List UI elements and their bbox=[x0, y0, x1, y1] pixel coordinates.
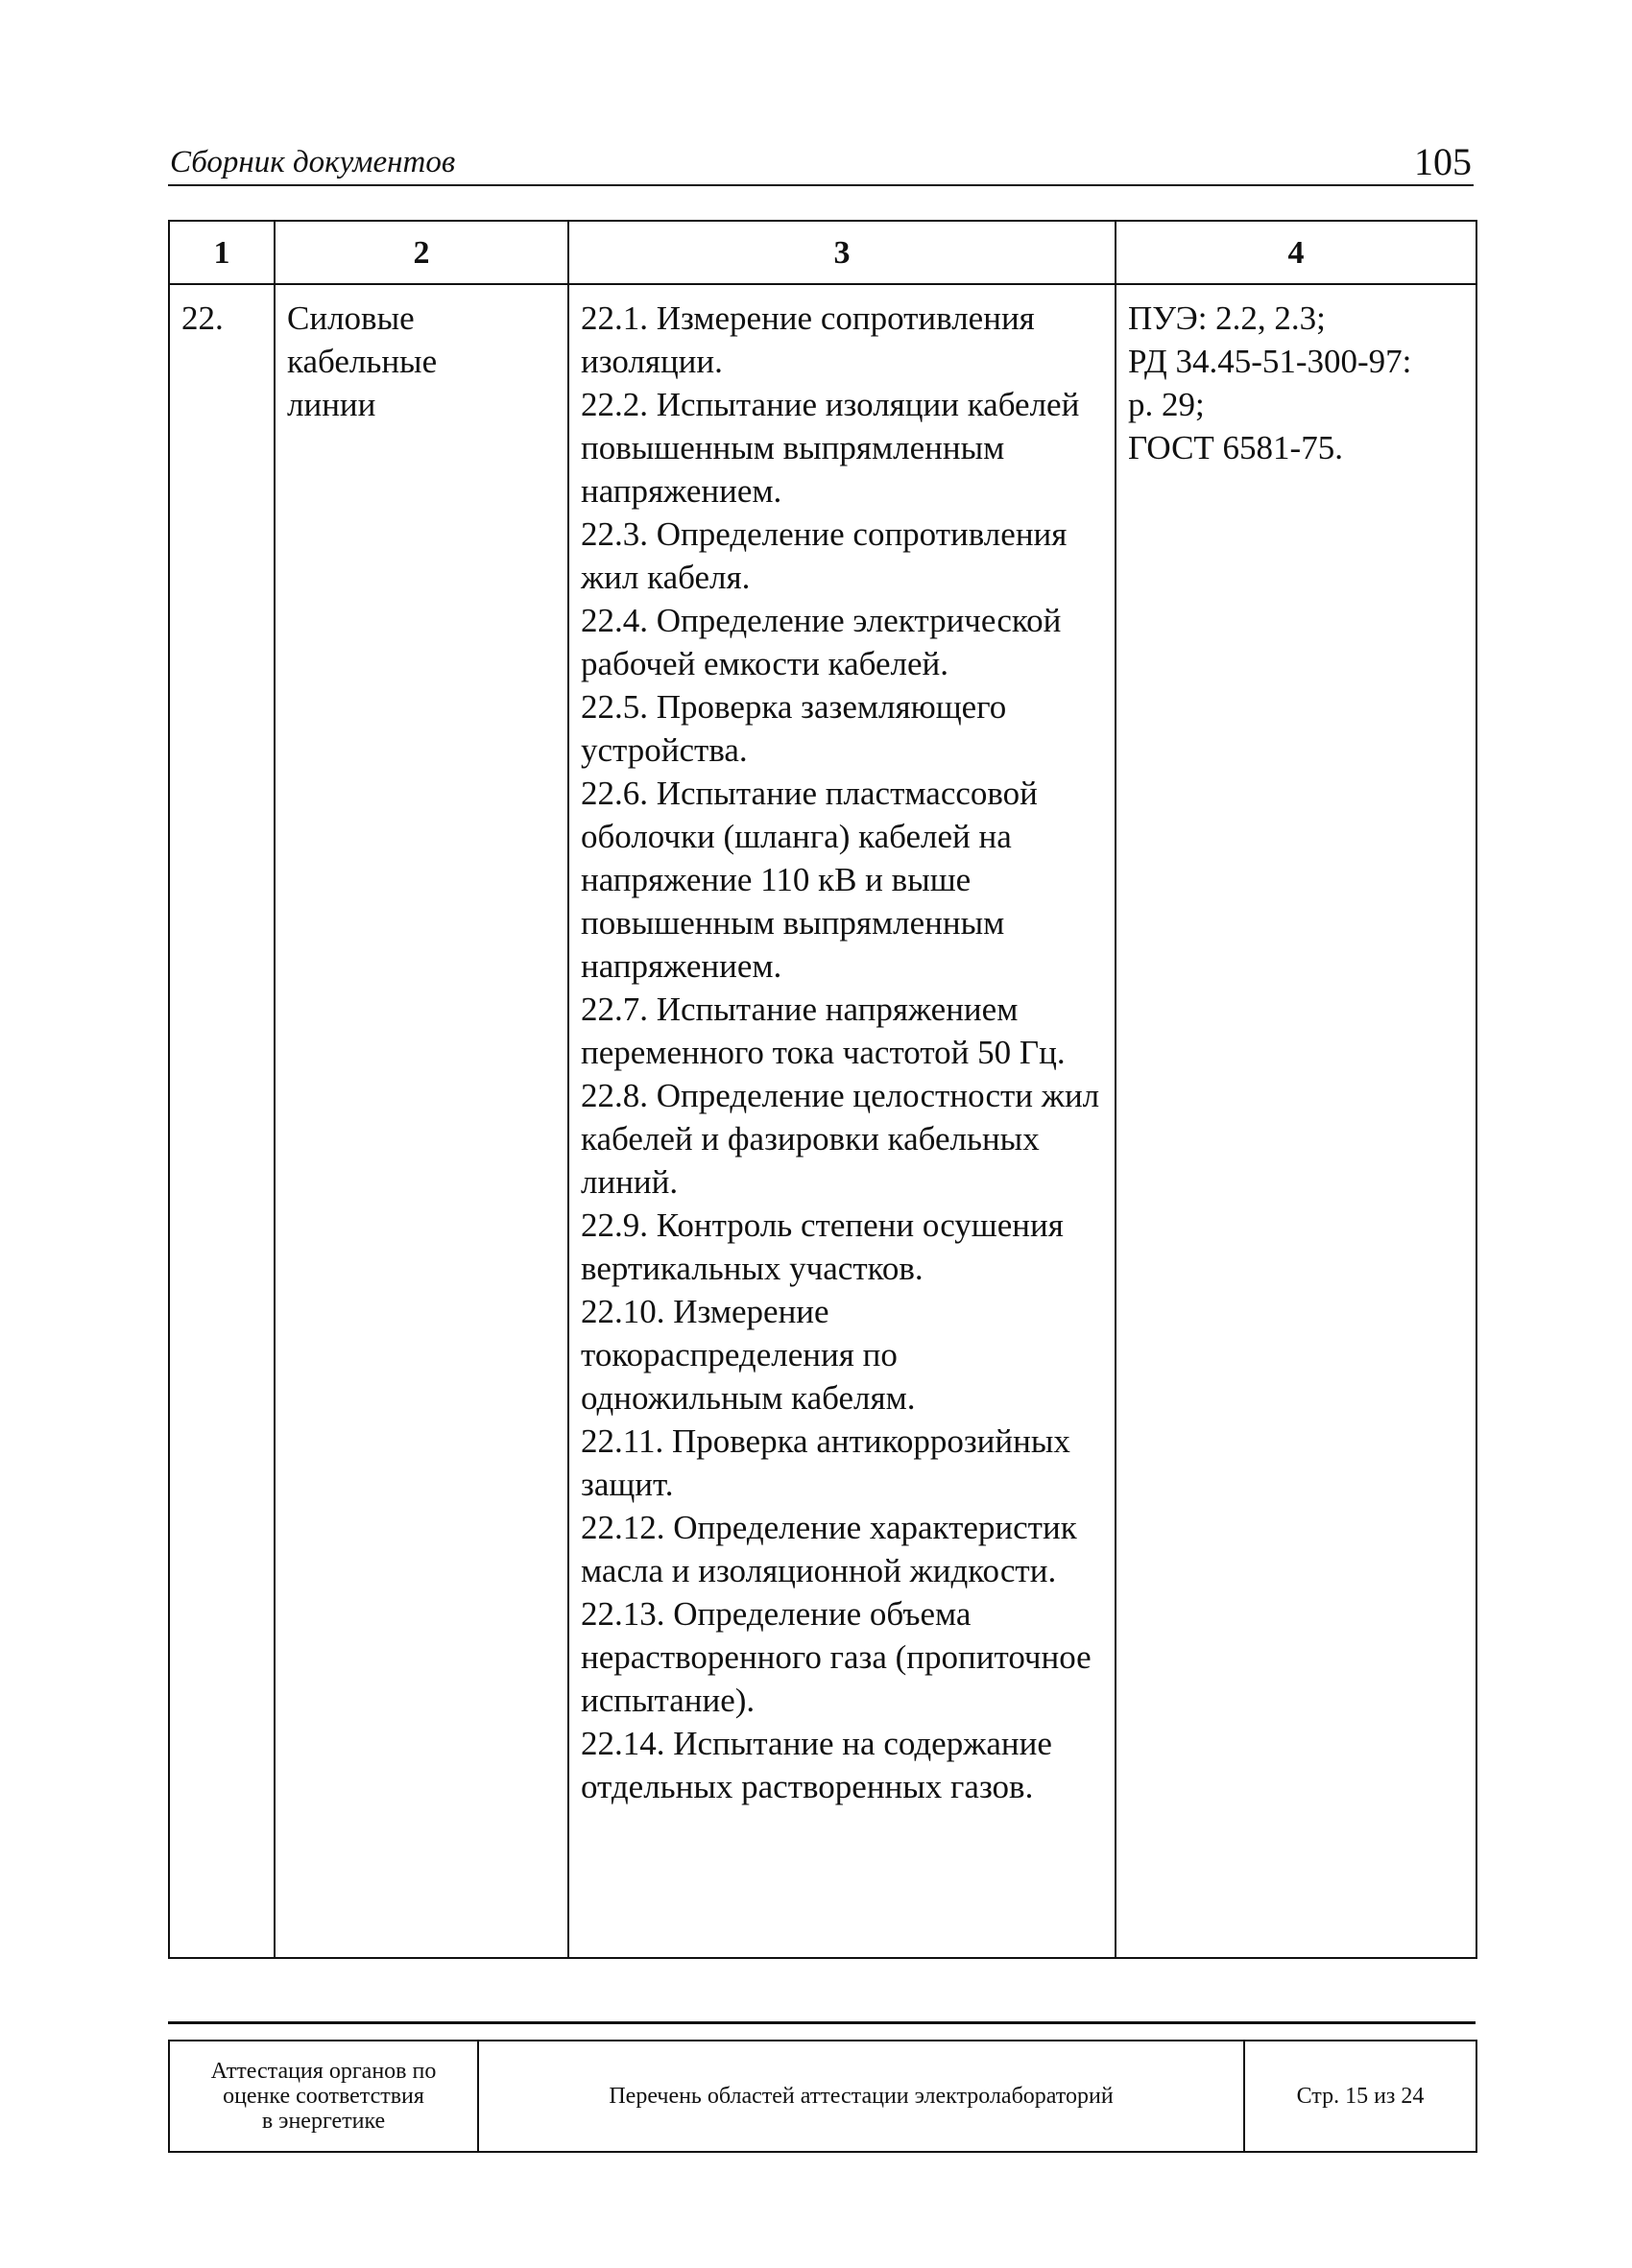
main-table bbox=[168, 220, 1477, 1959]
column-header: 4 bbox=[1116, 221, 1476, 284]
reference-line: РД 34.45-51-300-97: bbox=[1128, 343, 1412, 380]
row-number-cell bbox=[169, 284, 275, 1958]
references-cell bbox=[1116, 284, 1476, 1958]
object-name-cell bbox=[275, 284, 568, 1958]
footer-divider bbox=[168, 2021, 1476, 2024]
test-item: 22.9. Контроль степени осушения вертикальных участков. bbox=[581, 1206, 1064, 1287]
test-item: 22.6. Испытание пластмассовой оболочки (шланга) кабелей на напряжение 110 кВ и выше повышенным выпрямленным напряжением. bbox=[581, 775, 1038, 985]
footer-organization bbox=[169, 2041, 478, 2152]
table-header-row bbox=[169, 221, 1476, 284]
test-item: 22.7. Испытание напряжением переменного тока частотой 50 Гц. bbox=[581, 991, 1066, 1071]
footer-org-line: Аттестация органов по bbox=[210, 2059, 437, 2084]
test-item: 22.12. Определение характеристик масла и изоляционной жидкости. bbox=[581, 1509, 1077, 1589]
test-item: 22.14. Испытание на содержание отдельных растворенных газов. bbox=[581, 1725, 1052, 1805]
footer-org-line: в энергетике bbox=[261, 2109, 386, 2134]
running-header bbox=[168, 134, 1474, 186]
reference-line: ГОСТ 6581-75. bbox=[1128, 429, 1343, 466]
test-item: 22.13. Определение объема нерастворенного газа (пропиточное испытание). bbox=[581, 1595, 1092, 1719]
column-header: 2 bbox=[275, 221, 568, 284]
footer-org-line: оценке соответствия bbox=[223, 2084, 424, 2109]
table-row bbox=[169, 284, 1476, 1958]
column-header: 1 bbox=[169, 221, 275, 284]
row-number: 22. bbox=[181, 299, 224, 337]
page-number: 105 bbox=[1414, 140, 1472, 183]
object-name-line: линии bbox=[287, 386, 376, 423]
footer-page-info: Стр. 15 из 24 bbox=[1244, 2041, 1476, 2152]
test-item: 22.4. Определение электрической рабочей емкости кабелей. bbox=[581, 602, 1062, 682]
test-item: 22.8. Определение целостности жил кабелей и фазировки кабельных линий. bbox=[581, 1077, 1100, 1201]
object-name-line: Силовые bbox=[287, 299, 415, 337]
test-item: 22.11. Проверка антикоррозийных защит. bbox=[581, 1422, 1070, 1503]
reference-line: ПУЭ: 2.2, 2.3; bbox=[1128, 299, 1326, 337]
test-item: 22.2. Испытание изоляции кабелей повышенным выпрямленным напряжением. bbox=[581, 386, 1080, 510]
running-header-title: Сборник документов bbox=[170, 145, 456, 179]
object-name-line: кабельные bbox=[287, 343, 438, 380]
test-item: 22.1. Измерение сопротивления изоляции. bbox=[581, 299, 1035, 380]
column-header: 3 bbox=[568, 221, 1116, 284]
test-item: 22.5. Проверка заземляющего устройства. bbox=[581, 688, 1007, 769]
reference-line: р. 29; bbox=[1128, 386, 1205, 423]
test-item: 22.10. Измерение токораспределения по одножильным кабелям. bbox=[581, 1293, 916, 1417]
footer-document-title: Перечень областей аттестации электролабораторий bbox=[478, 2041, 1244, 2152]
test-item: 22.3. Определение сопротивления жил кабеля. bbox=[581, 515, 1068, 596]
test-items-cell bbox=[568, 284, 1116, 1958]
footer-table bbox=[168, 2040, 1477, 2153]
